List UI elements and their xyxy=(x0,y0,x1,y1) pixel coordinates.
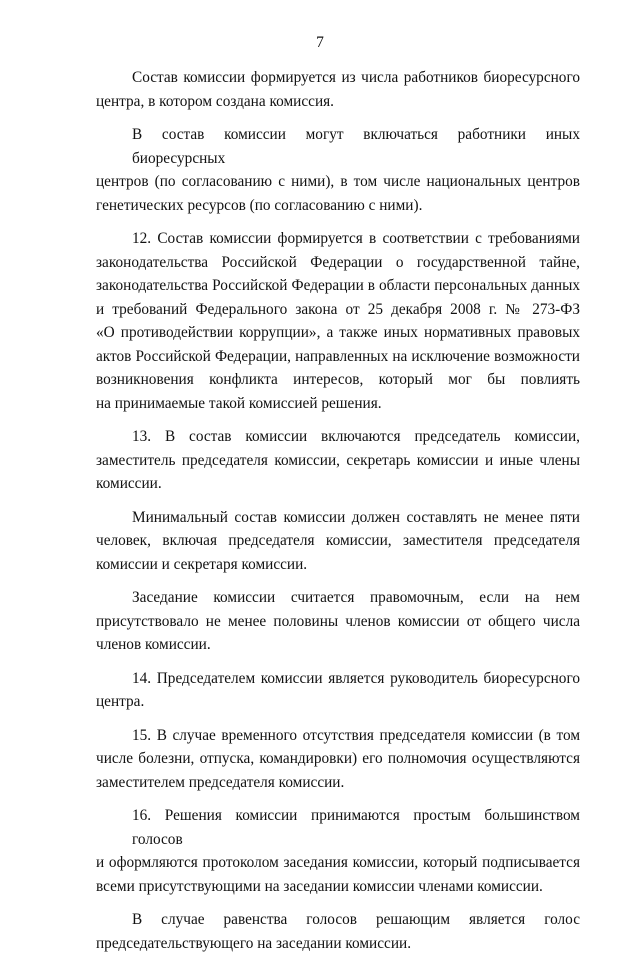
text-line: Минимальный состав комиссии должен составлять не менее пяти xyxy=(132,508,580,526)
paragraph-minimum-composition xyxy=(96,506,580,577)
text-line: на принимаемые такой комиссией решения. xyxy=(96,394,382,412)
text-line: комиссии и секретаря комиссии. xyxy=(96,555,308,573)
text-line: 13. В состав комиссии включаются председатель комиссии, xyxy=(132,428,580,445)
text-line: возникновения конфликта интересов, который мог бы повлиять xyxy=(96,371,580,388)
text-line: комиссии. xyxy=(96,475,162,492)
paragraph-quorum xyxy=(96,586,580,657)
text-line: председательствующего на заседании комиссии. xyxy=(96,934,412,952)
paragraph-item-13 xyxy=(96,425,580,496)
paragraph-tie-vote xyxy=(96,908,580,955)
text-line: и оформляются протоколом заседания комиссии, который подписывается xyxy=(96,854,580,871)
text-line: законодательства Российской Федерации в области персональных данных xyxy=(96,277,580,294)
paragraph-other-centers xyxy=(96,123,580,217)
text-line: присутствовало не менее половины членов комиссии от общего числа xyxy=(96,612,580,630)
text-line: центра. xyxy=(96,693,145,710)
text-line: 12. Состав комиссии формируется в соответствии с требованиями xyxy=(132,230,580,247)
text-line: человек, включая председателя комиссии, заместителя председателя xyxy=(96,532,580,549)
text-line: всеми присутствующими на заседании комиссии членами комиссии. xyxy=(96,877,543,895)
text-line: «О противодействии коррупции», а также иных нормативных правовых xyxy=(96,324,580,341)
text-line: законодательства Российской Федерации о государственной тайне, xyxy=(96,253,580,271)
text-line: В состав комиссии могут включаться работники иных биоресурсных xyxy=(132,126,580,167)
paragraph-item-16 xyxy=(96,804,580,898)
text-line: Заседание комиссии считается правомочным, если на нем xyxy=(132,589,580,606)
paragraph-commission-composition xyxy=(96,66,580,113)
text-line: числе болезни, отпуска, командировки) его полномочия осуществляются xyxy=(96,750,580,767)
text-line: Состав комиссии формируется из числа работников биоресурсного xyxy=(132,69,580,86)
document-body xyxy=(96,66,580,965)
page-number: 7 xyxy=(316,34,324,51)
text-line: заместитель председателя комиссии, секретарь комиссии и иные члены xyxy=(96,451,580,469)
paragraph-item-15 xyxy=(96,724,580,795)
text-line: генетических ресурсов (по согласованию с ними). xyxy=(96,196,423,214)
text-line: и требований Федерального закона от 25 декабря 2008 г. № 273-ФЗ xyxy=(96,300,580,318)
text-line: 14. Председателем комиссии является руководитель биоресурсного xyxy=(132,669,580,687)
text-line: В случае равенства голосов решающим является голос xyxy=(132,911,580,928)
text-line: актов Российской Федерации, направленных на исключение возможности xyxy=(96,347,580,365)
text-line: центра, в котором создана комиссия. xyxy=(96,92,334,110)
paragraph-item-12 xyxy=(96,227,580,415)
paragraph-item-14 xyxy=(96,667,580,714)
text-line: центров (по согласованию с ними), в том числе национальных центров xyxy=(96,173,580,190)
text-line: 16. Решения комиссии принимаются простым большинством голосов xyxy=(132,807,580,848)
text-line: 15. В случае временного отсутствия председателя комиссии (в том xyxy=(132,726,580,744)
text-line: членов комиссии. xyxy=(96,636,211,653)
text-line: заместителем председателя комиссии. xyxy=(96,773,345,791)
